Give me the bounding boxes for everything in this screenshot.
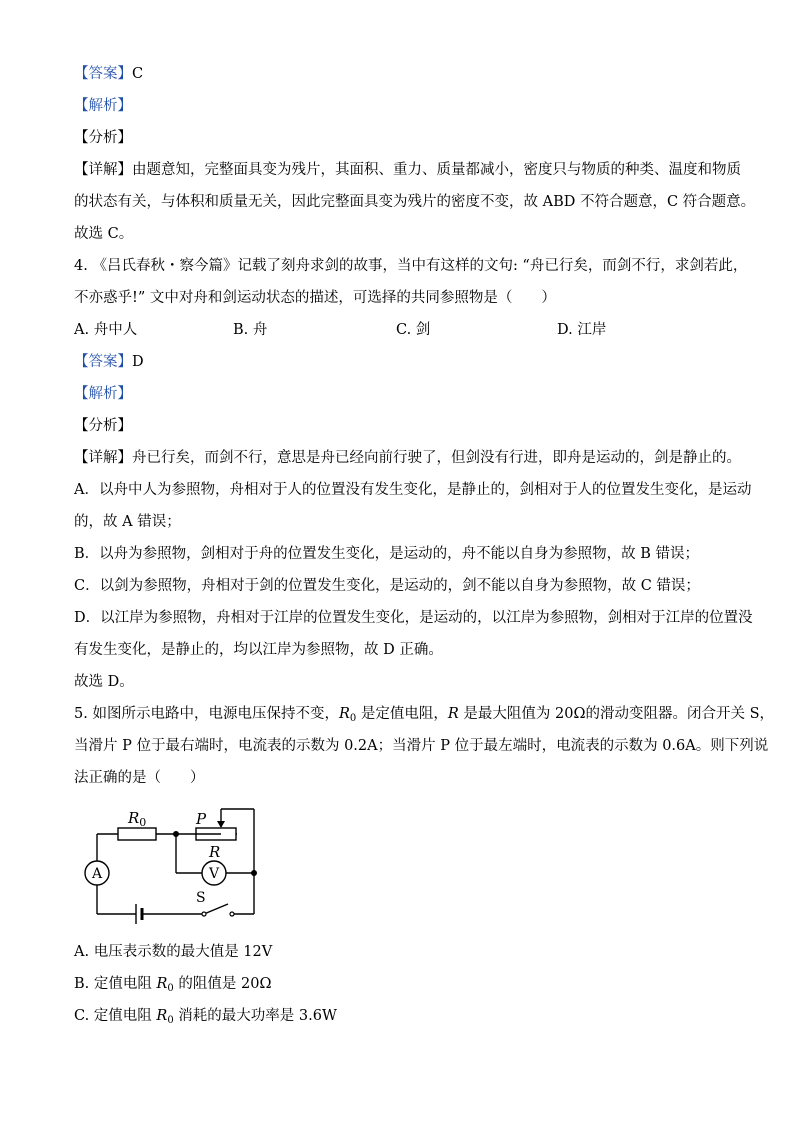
- q4-explain-a-line1: A．以舟中人为参照物，舟相对于人的位置没有发生变化，是静止的，剑相对于人的位置发生变化，是运动: [74, 482, 752, 498]
- r0-subscript: 0: [349, 713, 357, 724]
- switch-s: [204, 904, 228, 914]
- r0-symbol: R: [338, 706, 350, 722]
- junction-dot: [251, 870, 257, 876]
- option-text: B. 定值电阻: [74, 976, 157, 992]
- label-ammeter: A: [91, 866, 103, 882]
- stem-text: 5. 如图所示电路中，电源电压保持不变，: [74, 706, 339, 722]
- switch-contact: [230, 912, 234, 916]
- q4-explain-a-line2: 的，故 A 错误；: [74, 514, 181, 530]
- q3-conclusion: 故选 C。: [74, 226, 134, 242]
- r0-symbol: R: [156, 1008, 168, 1024]
- stem-text: 是最大阻值为 20Ω的滑动变阻器。闭合开关 S，: [458, 706, 775, 722]
- answer-value: C: [132, 66, 144, 82]
- q5-option-a: A. 电压表示数的最大值是 12V: [74, 944, 273, 960]
- label-voltmeter: V: [208, 866, 220, 882]
- q4-explain-d-line1: D．以江岸为参照物，舟相对于江岸的位置发生变化，是运动的，以江岸为参照物，剑相对于江岸的位置没: [74, 610, 753, 626]
- label-r: R: [209, 843, 221, 861]
- q4-detail-line1: [74, 448, 741, 468]
- switch-contact: [202, 912, 206, 916]
- q3-detail-line1: [74, 160, 741, 180]
- circuit-diagram: [78, 806, 278, 928]
- detail-tag: 【详解】: [74, 450, 132, 466]
- option-text: 消耗的最大功率是 3.6W: [173, 1008, 337, 1024]
- q4-stem-line2: 不亦惑乎!” 文中对舟和剑运动状态的描述，可选择的共同参照物是（ ）: [74, 290, 556, 306]
- q5-stem-line2: 当滑片 P 位于最右端时，电流表的示数为 0.2A；当滑片 P 位于最左端时，电流表的示数为 0.6A。则下列说: [74, 738, 769, 754]
- q4-option-d: D. 江岸: [557, 322, 607, 338]
- q4-answer: [74, 352, 144, 372]
- q5-stem-line1: [74, 704, 774, 729]
- q4-explain-c: C．以剑为参照物，舟相对于剑的位置发生变化，是运动的，剑不能以自身为参照物，故 C 错误；: [74, 578, 700, 594]
- q3-fenxi-tag: 【分析】: [74, 130, 132, 146]
- q4-option-c: C. 剑: [396, 322, 431, 338]
- q4-analysis-tag: 【解析】: [74, 386, 132, 402]
- label-switch: S: [196, 890, 206, 906]
- q4-explain-d-line2: 有发生变化，是静止的，均以江岸为参照物，故 D 正确。: [74, 642, 443, 658]
- q4-option-a: A. 舟中人: [74, 322, 138, 338]
- junction-dot: [173, 831, 179, 837]
- q3-answer: [74, 64, 143, 84]
- r0-subscript: 0: [167, 1015, 174, 1026]
- label-r0-letter: R: [128, 809, 140, 827]
- answer-tag: 【答案】: [74, 354, 132, 370]
- stem-text: 是定值电阻，: [356, 706, 448, 722]
- q4-option-b: B. 舟: [233, 322, 268, 338]
- label-r0-sub: 0: [139, 816, 147, 829]
- option-text: C. 定值电阻: [74, 1008, 157, 1024]
- q5-stem-line3: 法正确的是（ ）: [74, 770, 205, 786]
- r0-symbol: R: [156, 976, 168, 992]
- q5-option-c: [74, 1006, 337, 1031]
- option-text: 的阻值是 20Ω: [173, 976, 272, 992]
- slider-arrow: [217, 821, 225, 828]
- q3-detail-line2: 的状态有关，与体积和质量无关，因此完整面具变为残片的密度不变，故 ABD 不符合题意，C 符合题意。: [74, 194, 756, 210]
- q4-explain-b: B．以舟为参照物，剑相对于舟的位置发生变化，是运动的，舟不能以自身为参照物，故 B 错误；: [74, 546, 700, 562]
- r0-subscript: 0: [167, 983, 174, 994]
- q5-option-b: [74, 974, 271, 999]
- q4-fenxi-tag: 【分析】: [74, 418, 132, 434]
- detail-tag: 【详解】: [74, 162, 132, 178]
- resistor-r0: [118, 828, 156, 840]
- answer-value: D: [132, 354, 144, 370]
- detail-text: 舟已行矣，而剑不行，意思是舟已经向前行驶了，但剑没有行进，即舟是运动的，剑是静止的。: [132, 450, 741, 466]
- label-r0: [127, 809, 146, 829]
- label-p: P: [196, 810, 207, 828]
- detail-text: 由题意知，完整面具变为残片，其面积、重力、质量都减小，密度只与物质的种类、温度和物质: [132, 162, 741, 178]
- q3-analysis-tag: 【解析】: [74, 98, 132, 114]
- r-symbol: R: [447, 706, 459, 722]
- q4-stem-line1: 4. 《吕氏春秋・察今篇》记载了刻舟求剑的故事，当中有这样的文句: “舟已行矣，而剑不行，求剑若此，: [74, 258, 748, 274]
- q4-conclusion: 故选 D。: [74, 674, 134, 690]
- answer-tag: 【答案】: [74, 66, 132, 82]
